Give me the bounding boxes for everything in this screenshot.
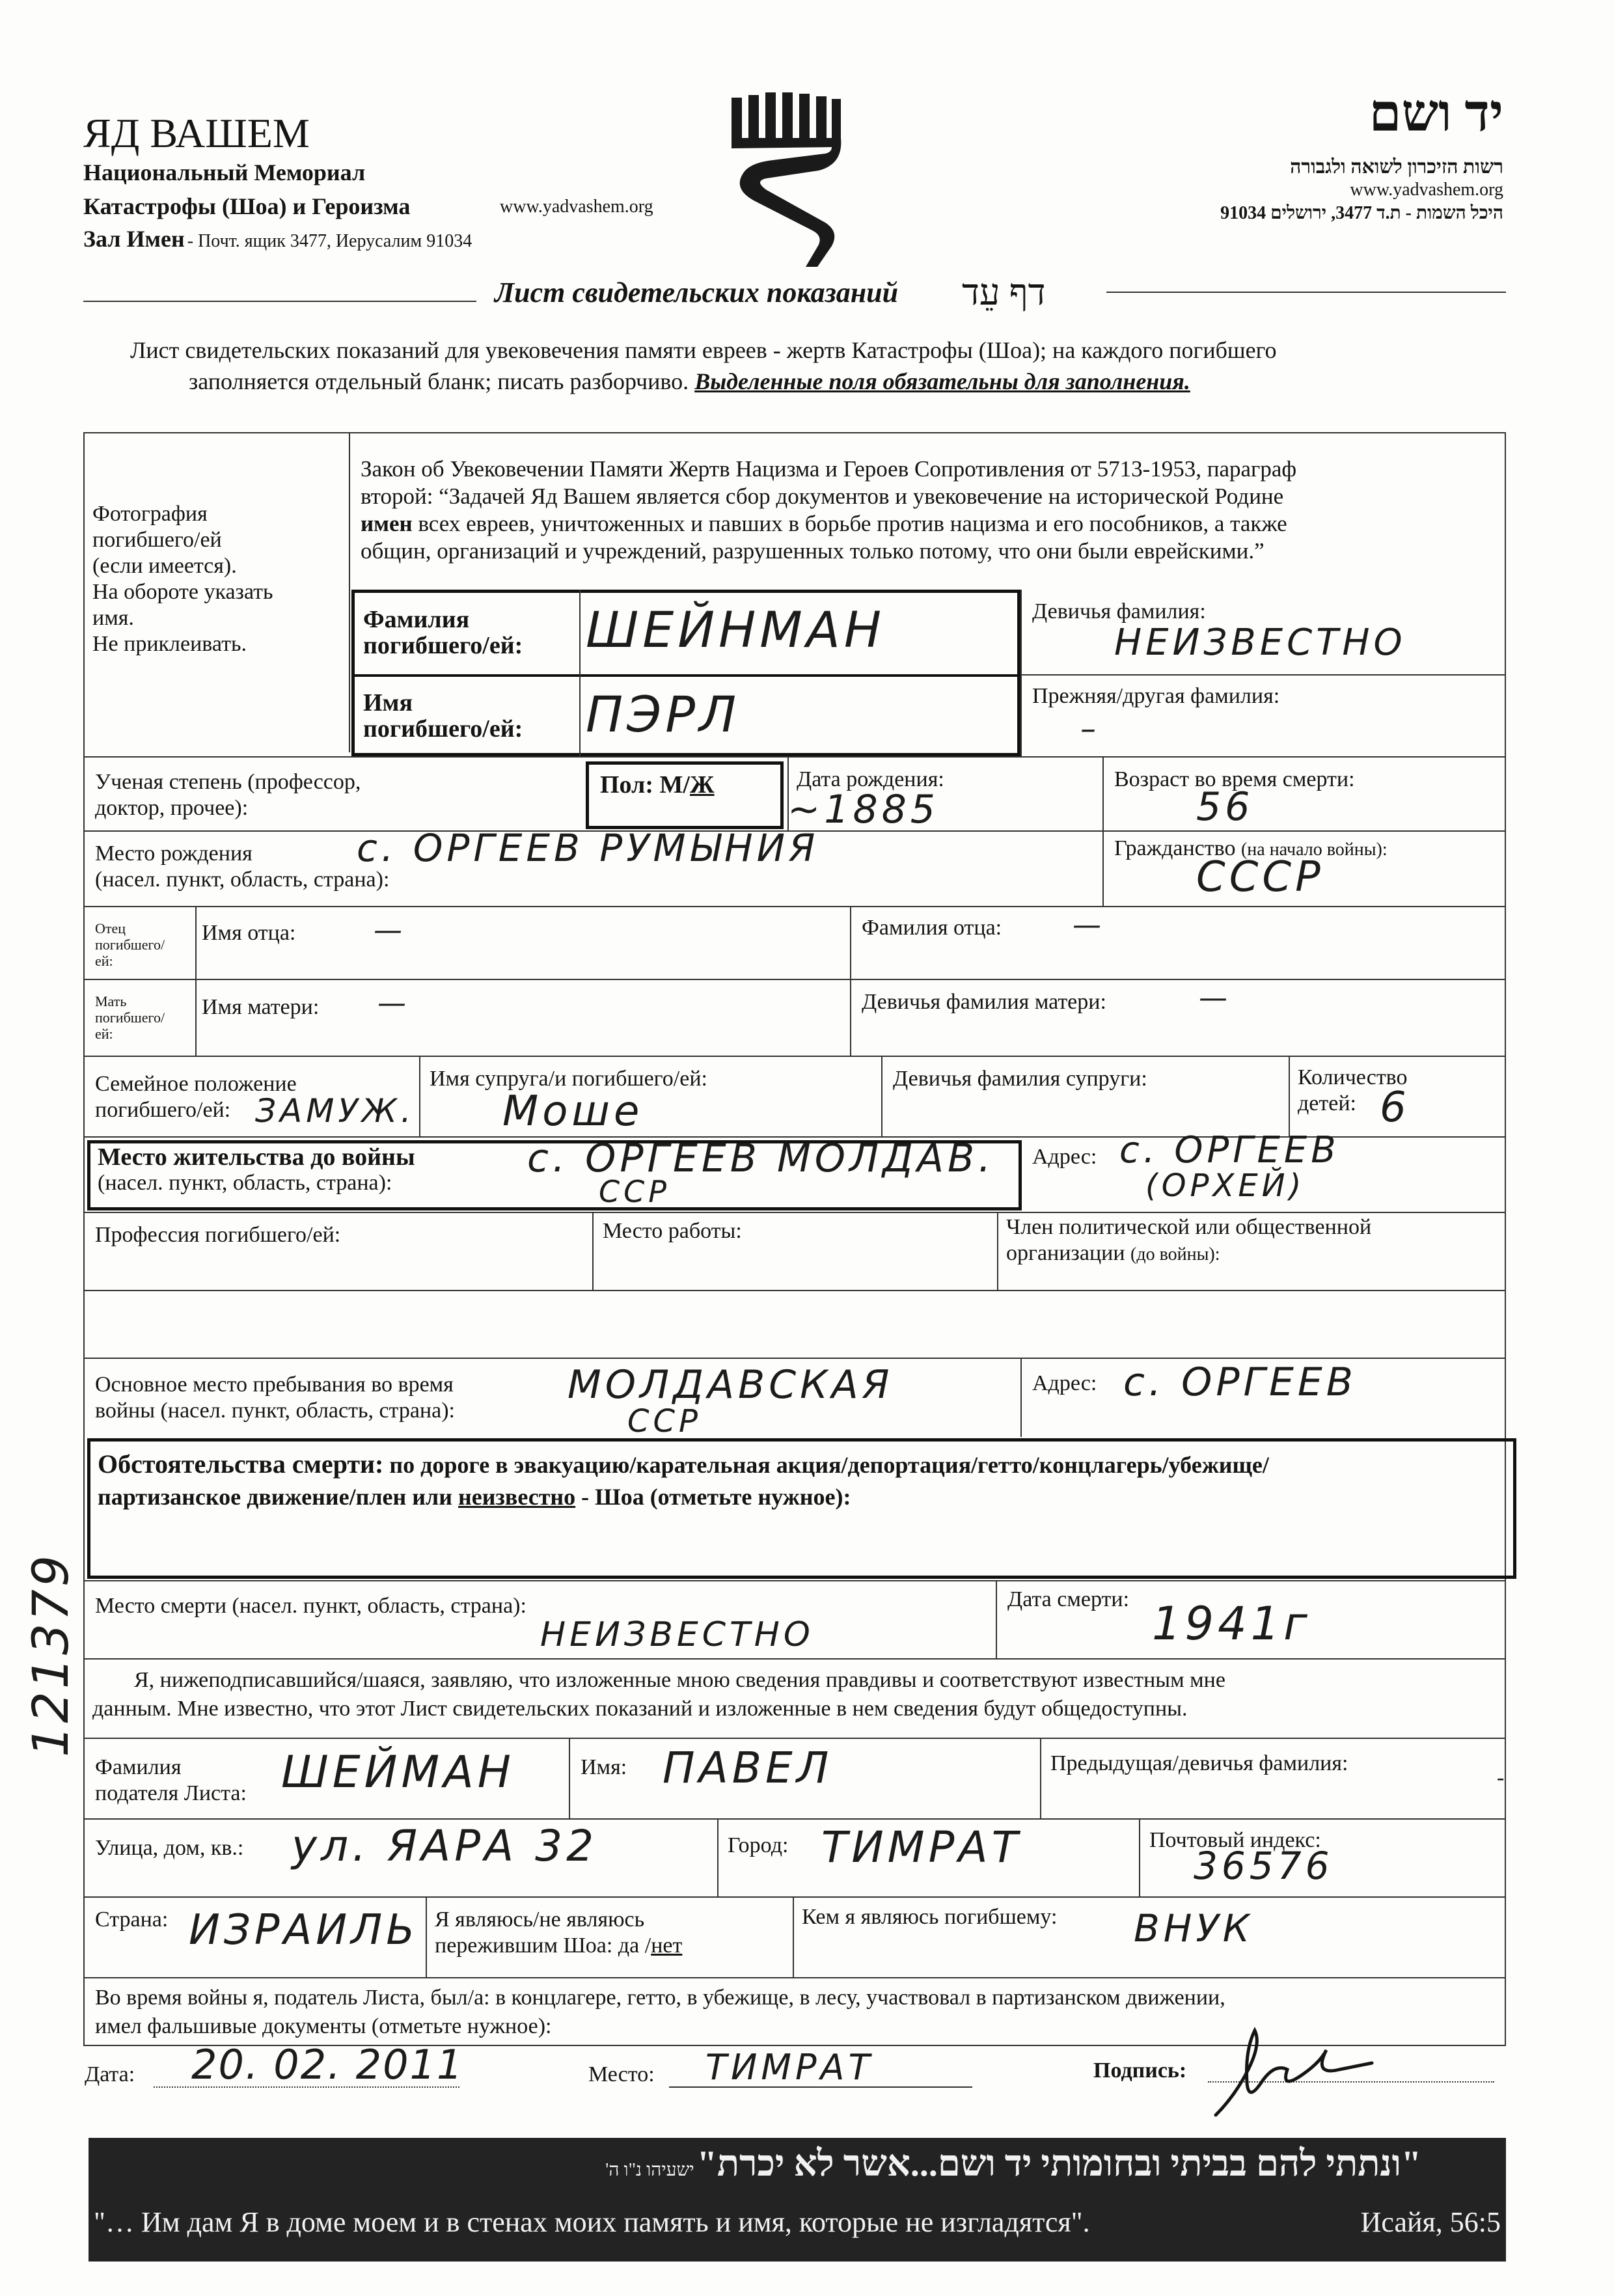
victim-names-divider [351, 674, 1020, 677]
father-side-line: ей: [95, 953, 113, 969]
country-label: Страна: [95, 1907, 169, 1932]
death-circumstances-label: Обстоятельства смерти: [98, 1449, 384, 1479]
maiden-divider [1020, 674, 1506, 676]
spouse-name-value[interactable]: Моше [502, 1087, 644, 1136]
death-circumstances-line-2 [98, 1484, 851, 1510]
photo-note-line: Фотография [92, 502, 208, 526]
law-line: второй: “Задачей Яд Вашем является сбор документов и увековечение на исторической Родине [361, 484, 1284, 509]
membership-label [1006, 1214, 1371, 1268]
row-family-top [83, 1056, 1506, 1057]
zip-col [1139, 1818, 1140, 1896]
death-option-unknown-marked[interactable]: неизвестно [458, 1484, 576, 1510]
death-circumstances-line-1 [98, 1451, 1269, 1478]
row-profession-top [83, 1212, 1506, 1213]
survivor-label-2 [435, 1933, 682, 1959]
row-submitter-top [83, 1738, 1506, 1739]
father-side-line: Отец [95, 920, 126, 936]
photo-note [92, 501, 273, 657]
children-col [1289, 1056, 1290, 1136]
birth-date-value[interactable]: ~1885 [787, 787, 939, 832]
footer-banner [89, 2138, 1506, 2262]
submitter-war-text [95, 1984, 1225, 2041]
relation-label: Кем я являюсь погибшему: [802, 1905, 1058, 1929]
father-name-label: Имя отца: [202, 921, 296, 945]
photo-note-line: (если имеется). [92, 554, 237, 578]
survivor-label-1: Я являюсь/не являюсь [435, 1907, 645, 1932]
law-names-word: имен [361, 511, 413, 536]
org-subtitle-he: רשות הזיכרון לשואה ולגבורה [1290, 156, 1503, 178]
row-father-top [83, 906, 1506, 907]
law-text [361, 456, 1296, 565]
maiden-surname-label: Девичья фамилия: [1032, 599, 1206, 623]
father-surname-value[interactable]: — [1073, 909, 1105, 942]
declaration-line-1: Я, нижеподписавшийся/шаяся, заявляю, что изложенные мною сведения правдивы и соответствуют известным мне [134, 1668, 1225, 1692]
mother-side-line: ей: [95, 1026, 113, 1042]
birthplace-value[interactable]: с. ОРГЕЕВ РУМЫНИЯ [357, 826, 819, 870]
postal-address-he: היכל השמות - ת.ד 3477, ירושלים 91034 [1220, 203, 1503, 223]
yad-vashem-logo [728, 92, 845, 268]
father-side-label [95, 920, 165, 969]
submitter-name-value[interactable]: ПАВЕЛ [663, 1743, 833, 1793]
children-label-2: детей: [1298, 1091, 1356, 1115]
membership-label-2 [1006, 1240, 1371, 1268]
row-country-top [83, 1896, 1506, 1898]
residence-value-1[interactable]: с. ОРГЕЕВ МОЛДАВ. [527, 1136, 995, 1181]
marital-label-1: Семейное положение [95, 1072, 297, 1096]
death-date-col [996, 1580, 997, 1658]
photo-note-line: Не приклеивать. [92, 632, 247, 656]
victim-name-value[interactable]: ПЭРЛ [586, 685, 741, 743]
side-number: 121379 [21, 1552, 79, 1757]
survivor-col [426, 1896, 427, 1977]
death-date-value[interactable]: 1941г [1152, 1597, 1311, 1650]
footer-hebrew [605, 2143, 1421, 2185]
row-declaration-top [83, 1658, 1506, 1660]
submitter-surname-label-2: подателя Листа: [95, 1781, 247, 1805]
mother-maiden-value[interactable]: — [1199, 981, 1231, 1015]
title-rule-left [83, 301, 476, 302]
intro-line-2-text: заполняется отдельный бланк; писать разборчиво. [189, 368, 689, 394]
row-blank-top [83, 1290, 1506, 1291]
website-right: www.yadvashem.org [1350, 180, 1503, 200]
row-submitter-war-top [83, 1977, 1506, 1978]
submitter-name-label: Имя: [581, 1755, 627, 1779]
citizenship-note: (на начало войны): [1240, 840, 1388, 860]
row-wartime-top [83, 1358, 1506, 1359]
spouse-name-label: Имя супруга/и погибшего/ей: [430, 1067, 707, 1091]
death-place-label: Место смерти (насел. пункт, область, страна): [95, 1594, 527, 1618]
submitter-war-line-2: имел фальшивые документы (отметьте нужное): [95, 2014, 552, 2038]
intro-required-note: Выделенные поля обязательны для заполнения. [694, 368, 1190, 394]
father-surname-label: Фамилия отца: [862, 916, 1002, 940]
form-title-ru: Лист свидетельских показаний [495, 277, 899, 308]
law-line-3 [361, 510, 1296, 538]
age-value[interactable]: 56 [1196, 784, 1254, 830]
birthplace-label-2: (насел. пункт, область, страна): [95, 868, 390, 892]
submitter-prev-col [1040, 1738, 1041, 1818]
submitter-prev-label: Предыдущая/девичья фамилия: [1050, 1751, 1348, 1775]
age-label: Возраст во время смерти: [1114, 767, 1355, 791]
footer-russian-quote: "… Им дам Я в доме моем и в стенах моих память и имя, которые не изгладятся". [94, 2206, 1090, 2238]
father-side-col [195, 906, 197, 1056]
victim-surname-label-1: Фамилия [363, 606, 470, 633]
submitter-surname-value[interactable]: ШЕЙМАН [281, 1747, 515, 1798]
website-left: www.yadvashem.org [500, 197, 653, 217]
death-options-2b: - Шоа (отметьте нужное): [575, 1484, 851, 1510]
victim-surname-label [363, 607, 523, 659]
declaration-text [92, 1666, 1225, 1723]
wartime-label-1: Основное место пребывания во время [95, 1373, 454, 1397]
maiden-col [1020, 590, 1022, 756]
submitter-name-col [569, 1738, 570, 1818]
city-label: Город: [728, 1833, 789, 1857]
submitter-surname-label-1: Фамилия [95, 1755, 182, 1779]
declaration-line-2: данным. Мне известно, что этот Лист свидетельских показаний и изложенные в нем сведения будут общедоступны. [92, 1697, 1188, 1721]
postal-address-ru: - Почт. ящик 3477, Иерусалим 91034 [187, 231, 472, 251]
citizenship-label: Гражданство [1114, 836, 1236, 860]
footer-hebrew-ref: ישעיהו נ"ו ה' [605, 2160, 694, 2180]
form-title-he: דף עֵד [962, 273, 1046, 313]
mother-name-label: Имя матери: [202, 995, 320, 1019]
wartime-address-label: Адрес: [1032, 1371, 1097, 1395]
wartime-value-1[interactable]: МОЛДАВСКАЯ [568, 1362, 894, 1408]
org-subtitle2-ru: Катастрофы (Шоа) и Героизма [83, 193, 411, 219]
maiden-surname-value[interactable]: НЕИЗВЕСТНО [1114, 622, 1406, 664]
footer-russian [94, 2206, 1090, 2239]
profession-label: Профессия погибшего/ей: [95, 1223, 341, 1247]
zip-label: Почтовый индекс: [1149, 1828, 1321, 1852]
hall-of-names-line [83, 225, 472, 253]
degree-label [95, 769, 361, 821]
wartime-label [95, 1372, 455, 1424]
submitter-surname-label [95, 1755, 247, 1807]
title-rule-right [1106, 292, 1506, 293]
father-side-line: погибшего/ [95, 936, 165, 953]
org-title-he: יד ושם [1369, 85, 1503, 143]
photo-note-line: погибшего/ей [92, 528, 222, 552]
residence-label-1: Место жительства до войны [98, 1143, 415, 1171]
children-label-1: Количество [1298, 1065, 1408, 1089]
relation-col [793, 1896, 794, 1977]
intro-line-1: Лист свидетельских показаний для увековечения памяти евреев - жертв Катастрофы (Шоа); на каждого погибшего [130, 337, 1277, 363]
wartime-address-col [1020, 1358, 1022, 1437]
zip-value[interactable]: 36576 [1194, 1844, 1334, 1888]
photo-note-line: На обороте указать [92, 580, 273, 604]
workplace-label: Место работы: [603, 1219, 742, 1243]
residence-address-value-2[interactable]: (ОРХЕЙ) [1145, 1168, 1306, 1204]
workplace-col [592, 1212, 594, 1290]
spouse-col [419, 1056, 420, 1136]
mother-maiden-label: Девичья фамилия матери: [862, 990, 1106, 1014]
country-value[interactable]: ИЗРАИЛЬ [189, 1906, 419, 1954]
submitter-prev-value[interactable]: - [1497, 1766, 1505, 1790]
survivor-label-2-text: пережившим Шоа: да / [435, 1934, 651, 1958]
children-value[interactable]: 6 [1380, 1084, 1410, 1132]
father-name-value[interactable]: — [374, 914, 406, 947]
relation-value[interactable]: ВНУК [1134, 1906, 1253, 1950]
intro-line-2 [189, 368, 1190, 394]
birthplace-label-1: Место рождения [95, 841, 253, 866]
wartime-value-2[interactable]: ССР [627, 1403, 702, 1440]
hall-of-names-label: Зал Имен [83, 226, 185, 252]
residence-label-2: (насел. пункт, область, страна): [98, 1171, 392, 1195]
signature-label: Подпись: [1093, 2058, 1187, 2083]
survivor-label [435, 1907, 682, 1959]
father-surname-col [850, 906, 851, 1056]
citizenship-value[interactable]: СССР [1196, 853, 1324, 901]
wartime-address-value[interactable]: с. ОРГЕЕВ [1123, 1360, 1357, 1405]
other-surname-value[interactable]: – [1080, 711, 1100, 747]
law-line: общин, организаций и учреждений, разрушенных только потому, что они были еврейскими.” [361, 538, 1265, 564]
marital-value[interactable]: ЗАМУЖ. [255, 1092, 415, 1130]
membership-label-1: Член политической или общественной [1006, 1215, 1372, 1239]
handwritten-signature[interactable] [1209, 2024, 1378, 2122]
sign-place-value[interactable]: ТИМРАТ [705, 2047, 874, 2088]
photo-note-line: имя. [92, 606, 134, 630]
submitter-war-line-1: Во время войны я, податель Листа, был/а: в концлагере, гетто, в убежище, в лесу, участвовал в партизанском движении, [95, 1986, 1225, 2010]
street-value[interactable]: ул. ЯАРА 32 [292, 1821, 598, 1871]
sign-date-label: Дата: [85, 2062, 135, 2086]
victim-surname-value[interactable]: ШЕЙНМАН [586, 601, 885, 659]
death-place-value[interactable]: НЕИЗВЕСТНО [540, 1615, 814, 1654]
gender-label: Пол: М/ [600, 771, 690, 799]
membership-note: (до войны): [1130, 1244, 1220, 1264]
org-subtitle-ru: Национальный Мемориал [83, 159, 366, 185]
residence-address-label: Адрес: [1032, 1145, 1097, 1169]
footer-russian-ref: Исайя, 56:5 [1360, 2206, 1501, 2238]
membership-label-2-text: организации [1006, 1241, 1125, 1265]
spouse-maiden-label: Девичья фамилия супруги: [893, 1067, 1147, 1091]
birthplace-label [95, 841, 389, 893]
other-surname-label: Прежняя/другая фамилия: [1032, 684, 1280, 708]
residence-value-2[interactable]: ССР [599, 1174, 670, 1209]
footer-hebrew-quote: "ונתתי להם בביתי ובחומותי יד ושם...אשר לא יכרת" [696, 2144, 1421, 2184]
death-date-label: Дата смерти: [1007, 1587, 1130, 1611]
law-line: Закон об Увековечении Памяти Жертв Нацизма и Героев Сопротивления от 5713-1953, параграф [361, 456, 1297, 482]
sign-place-label: Место: [588, 2062, 655, 2086]
law-line-3-rest: всех евреев, уничтоженных и павших в борьбе против нацизма и его пособников, а также [412, 511, 1287, 536]
residence-label [98, 1144, 415, 1196]
victim-name-label-1: Имя [363, 689, 413, 717]
victim-surname-label-2: погибшего/ей: [363, 632, 523, 659]
death-options-2a: партизанское движение/плен или [98, 1484, 458, 1510]
row-degree-top [83, 756, 1506, 758]
city-value[interactable]: ТИМРАТ [821, 1822, 1022, 1872]
victim-name-label [363, 690, 523, 742]
gender-marked-female[interactable]: Ж [689, 771, 715, 799]
row-street-top [83, 1818, 1506, 1820]
row-mother-top [83, 979, 1506, 980]
membership-col [997, 1212, 998, 1290]
birth-date-label: Дата рождения: [797, 767, 944, 791]
wartime-label-2: войны (насел. пункт, область, страна): [95, 1399, 455, 1423]
victim-names-col [579, 590, 581, 756]
street-label: Улица, дом, кв.: [95, 1836, 244, 1860]
marital-label-2: погибшего/ей: [95, 1098, 231, 1122]
sign-date-value[interactable]: 20. 02. 2011 [191, 2041, 464, 2088]
residence-address-value-1[interactable]: с. ОРГЕЕВ [1119, 1129, 1340, 1171]
mother-side-line: Мать [95, 993, 127, 1009]
gender-field [600, 772, 715, 798]
mother-name-value[interactable]: — [377, 987, 410, 1020]
degree-label-1: Ученая степень (профессор, [95, 770, 361, 794]
survivor-marked-no[interactable]: нет [651, 1934, 683, 1958]
spouse-maiden-col [881, 1056, 882, 1136]
degree-label-2: доктор, прочее): [95, 796, 249, 820]
death-options-1: по дороге в эвакуацию/карательная акция/депортация/гетто/концлагерь/убежище/ [389, 1452, 1269, 1478]
org-title-ru: ЯД ВАШЕМ [83, 110, 310, 156]
victim-name-label-2: погибшего/ей: [363, 715, 523, 743]
mother-side-label [95, 993, 165, 1042]
photo-divider [349, 432, 350, 752]
city-col [717, 1818, 718, 1896]
row-death-place-top [83, 1580, 1506, 1581]
mother-side-line: погибшего/ [95, 1009, 165, 1026]
